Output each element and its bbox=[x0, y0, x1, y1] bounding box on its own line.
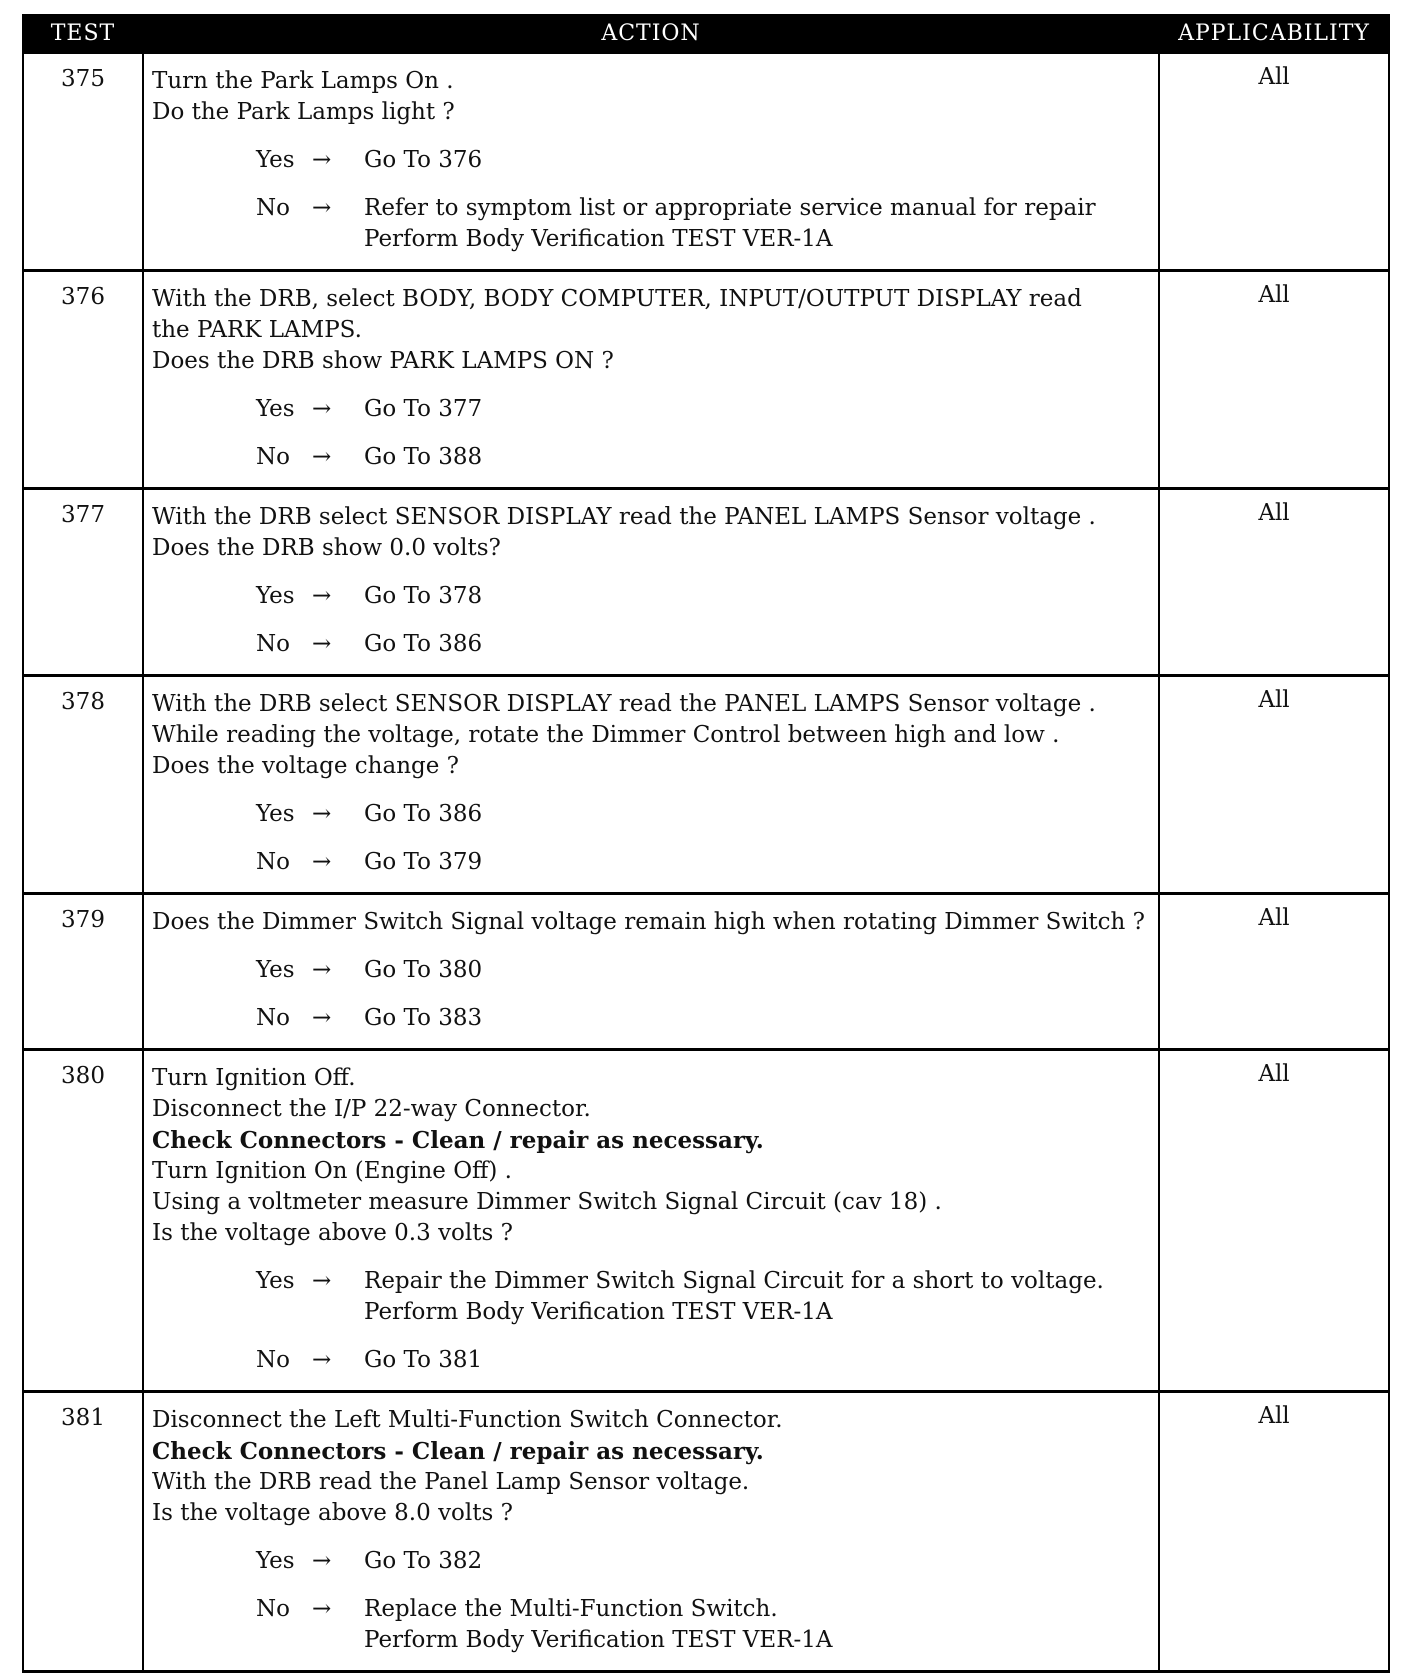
branch-result bbox=[364, 1594, 1150, 1656]
table-row bbox=[23, 894, 1389, 1050]
applicability-value: All bbox=[1159, 271, 1389, 489]
action-cell bbox=[143, 271, 1159, 489]
branch-result-line: Go To 381 bbox=[364, 1347, 483, 1373]
action-instruction: Does the DRB show 0.0 volts? bbox=[152, 535, 501, 561]
yes-branch bbox=[256, 145, 1150, 176]
branch-label: Yes bbox=[256, 1548, 295, 1574]
branch-result-line: Go To 379 bbox=[364, 849, 483, 875]
branch-result bbox=[364, 1345, 1150, 1376]
branch-result-line: Refer to symptom list or appropriate service manual for repair bbox=[364, 195, 1096, 221]
branch-result bbox=[364, 145, 1150, 176]
branch-result-line: Perform Body Verification TEST VER-1A bbox=[364, 1299, 833, 1325]
action-instruction: Is the voltage above 8.0 volts ? bbox=[152, 1500, 513, 1526]
branch-result bbox=[364, 629, 1150, 660]
branch-result-line: Go To 383 bbox=[364, 1005, 483, 1031]
test-number: 380 bbox=[23, 1050, 143, 1392]
branch-result-line: Go To 382 bbox=[364, 1548, 483, 1574]
action-instruction: With the DRB select SENSOR DISPLAY read the PANEL LAMPS Sensor voltage . bbox=[152, 691, 1096, 717]
action-instruction: Does the voltage change ? bbox=[152, 753, 459, 779]
arrow-right-icon: → bbox=[312, 801, 332, 827]
branch-result bbox=[364, 955, 1150, 986]
branch-result-line: Go To 376 bbox=[364, 147, 483, 173]
arrow-right-icon: → bbox=[312, 396, 332, 422]
action-cell bbox=[143, 53, 1159, 271]
arrow-right-icon: → bbox=[312, 1268, 332, 1294]
no-branch bbox=[256, 1345, 1150, 1376]
header-test: TEST bbox=[23, 14, 143, 53]
no-branch bbox=[256, 193, 1150, 255]
action-instruction: While reading the voltage, rotate the Dimmer Control between high and low . bbox=[152, 722, 1060, 748]
no-branch bbox=[256, 1003, 1150, 1034]
branch-result bbox=[364, 581, 1150, 612]
yes-branch bbox=[256, 1546, 1150, 1577]
test-number: 378 bbox=[23, 676, 143, 894]
action-instruction: Turn the Park Lamps On . bbox=[152, 68, 454, 94]
branch-result-line: Replace the Multi-Function Switch. bbox=[364, 1596, 778, 1622]
action-instruction: Does the Dimmer Switch Signal voltage remain high when rotating Dimmer Switch ? bbox=[152, 909, 1146, 935]
table-row bbox=[23, 489, 1389, 676]
action-instruction: With the DRB select SENSOR DISPLAY read the PANEL LAMPS Sensor voltage . bbox=[152, 504, 1096, 530]
no-branch bbox=[256, 1594, 1150, 1656]
header-applicability: APPLICABILITY bbox=[1159, 14, 1389, 53]
action-instruction: Using a voltmeter measure Dimmer Switch Signal Circuit (cav 18) . bbox=[152, 1189, 942, 1215]
arrow-right-icon: → bbox=[312, 195, 332, 221]
test-number: 379 bbox=[23, 894, 143, 1050]
branch-result-line: Go To 378 bbox=[364, 583, 483, 609]
action-cell bbox=[143, 1050, 1159, 1392]
header-action: ACTION bbox=[143, 14, 1159, 53]
arrow-right-icon: → bbox=[312, 957, 332, 983]
header-row bbox=[23, 14, 1389, 53]
branch-label: No bbox=[256, 1347, 290, 1373]
table-row bbox=[23, 1392, 1389, 1672]
yes-branch bbox=[256, 799, 1150, 830]
branch-result-line: Perform Body Verification TEST VER-1A bbox=[364, 1627, 833, 1653]
branch-label: Yes bbox=[256, 583, 295, 609]
table-row bbox=[23, 676, 1389, 894]
branch-result bbox=[364, 442, 1150, 473]
action-cell bbox=[143, 489, 1159, 676]
action-instruction: Disconnect the I/P 22-way Connector. bbox=[152, 1096, 591, 1122]
action-instruction: Does the DRB show PARK LAMPS ON ? bbox=[152, 348, 614, 374]
branch-result-line: Go To 386 bbox=[364, 631, 483, 657]
no-branch bbox=[256, 847, 1150, 878]
arrow-right-icon: → bbox=[312, 1005, 332, 1031]
no-branch bbox=[256, 629, 1150, 660]
action-cell bbox=[143, 894, 1159, 1050]
arrow-right-icon: → bbox=[312, 631, 332, 657]
action-instruction: Is the voltage above 0.3 volts ? bbox=[152, 1220, 513, 1246]
arrow-right-icon: → bbox=[312, 444, 332, 470]
branch-label: No bbox=[256, 444, 290, 470]
yes-branch bbox=[256, 581, 1150, 612]
test-number: 377 bbox=[23, 489, 143, 676]
no-branch bbox=[256, 442, 1150, 473]
branch-result bbox=[364, 1003, 1150, 1034]
branch-label: No bbox=[256, 849, 290, 875]
branch-label: No bbox=[256, 195, 290, 221]
action-instruction: Turn Ignition Off. bbox=[152, 1065, 356, 1091]
yes-branch bbox=[256, 394, 1150, 425]
test-number: 376 bbox=[23, 271, 143, 489]
action-instruction: With the DRB read the Panel Lamp Sensor voltage. bbox=[152, 1469, 750, 1495]
test-number: 381 bbox=[23, 1392, 143, 1672]
table-row bbox=[23, 271, 1389, 489]
branch-result bbox=[364, 1546, 1150, 1577]
applicability-value: All bbox=[1159, 53, 1389, 271]
branch-label: Yes bbox=[256, 957, 295, 983]
branch-label: Yes bbox=[256, 396, 295, 422]
action-instruction: With the DRB, select BODY, BODY COMPUTER, INPUT/OUTPUT DISPLAY read bbox=[152, 286, 1082, 312]
action-instruction: Do the Park Lamps light ? bbox=[152, 99, 455, 125]
action-cell bbox=[143, 1392, 1159, 1672]
yes-branch bbox=[256, 1266, 1150, 1328]
branch-result bbox=[364, 193, 1150, 255]
branch-result bbox=[364, 799, 1150, 830]
branch-result-line: Perform Body Verification TEST VER-1A bbox=[364, 226, 833, 252]
arrow-right-icon: → bbox=[312, 1548, 332, 1574]
action-instruction: the PARK LAMPS. bbox=[152, 317, 362, 343]
branch-result-line: Repair the Dimmer Switch Signal Circuit for a short to voltage. bbox=[364, 1268, 1104, 1294]
arrow-right-icon: → bbox=[312, 147, 332, 173]
table-row bbox=[23, 53, 1389, 271]
applicability-value: All bbox=[1159, 676, 1389, 894]
yes-branch bbox=[256, 955, 1150, 986]
branch-label: No bbox=[256, 1596, 290, 1622]
branch-result-line: Go To 377 bbox=[364, 396, 483, 422]
action-cell bbox=[143, 676, 1159, 894]
action-instruction: Disconnect the Left Multi-Function Switch Connector. bbox=[152, 1407, 783, 1433]
test-number: 375 bbox=[23, 53, 143, 271]
table-body bbox=[23, 53, 1389, 1672]
applicability-value: All bbox=[1159, 489, 1389, 676]
branch-result-line: Go To 386 bbox=[364, 801, 483, 827]
arrow-right-icon: → bbox=[312, 849, 332, 875]
action-instruction-bold: Check Connectors - Clean / repair as necessary. bbox=[152, 1438, 764, 1465]
branch-result-line: Go To 380 bbox=[364, 957, 483, 983]
branch-label: Yes bbox=[256, 801, 295, 827]
branch-result bbox=[364, 847, 1150, 878]
applicability-value: All bbox=[1159, 1392, 1389, 1672]
arrow-right-icon: → bbox=[312, 1596, 332, 1622]
table-header bbox=[23, 14, 1389, 53]
table-row bbox=[23, 1050, 1389, 1392]
applicability-value: All bbox=[1159, 894, 1389, 1050]
branch-result bbox=[364, 394, 1150, 425]
action-instruction: Turn Ignition On (Engine Off) . bbox=[152, 1158, 512, 1184]
branch-label: Yes bbox=[256, 1268, 295, 1294]
arrow-right-icon: → bbox=[312, 1347, 332, 1373]
applicability-value: All bbox=[1159, 1050, 1389, 1392]
arrow-right-icon: → bbox=[312, 583, 332, 609]
branch-label: Yes bbox=[256, 147, 295, 173]
diagnostic-table bbox=[22, 14, 1390, 1673]
branch-label: No bbox=[256, 1005, 290, 1031]
branch-label: No bbox=[256, 631, 290, 657]
branch-result-line: Go To 388 bbox=[364, 444, 483, 470]
branch-result bbox=[364, 1266, 1150, 1328]
action-instruction-bold: Check Connectors - Clean / repair as necessary. bbox=[152, 1127, 764, 1154]
